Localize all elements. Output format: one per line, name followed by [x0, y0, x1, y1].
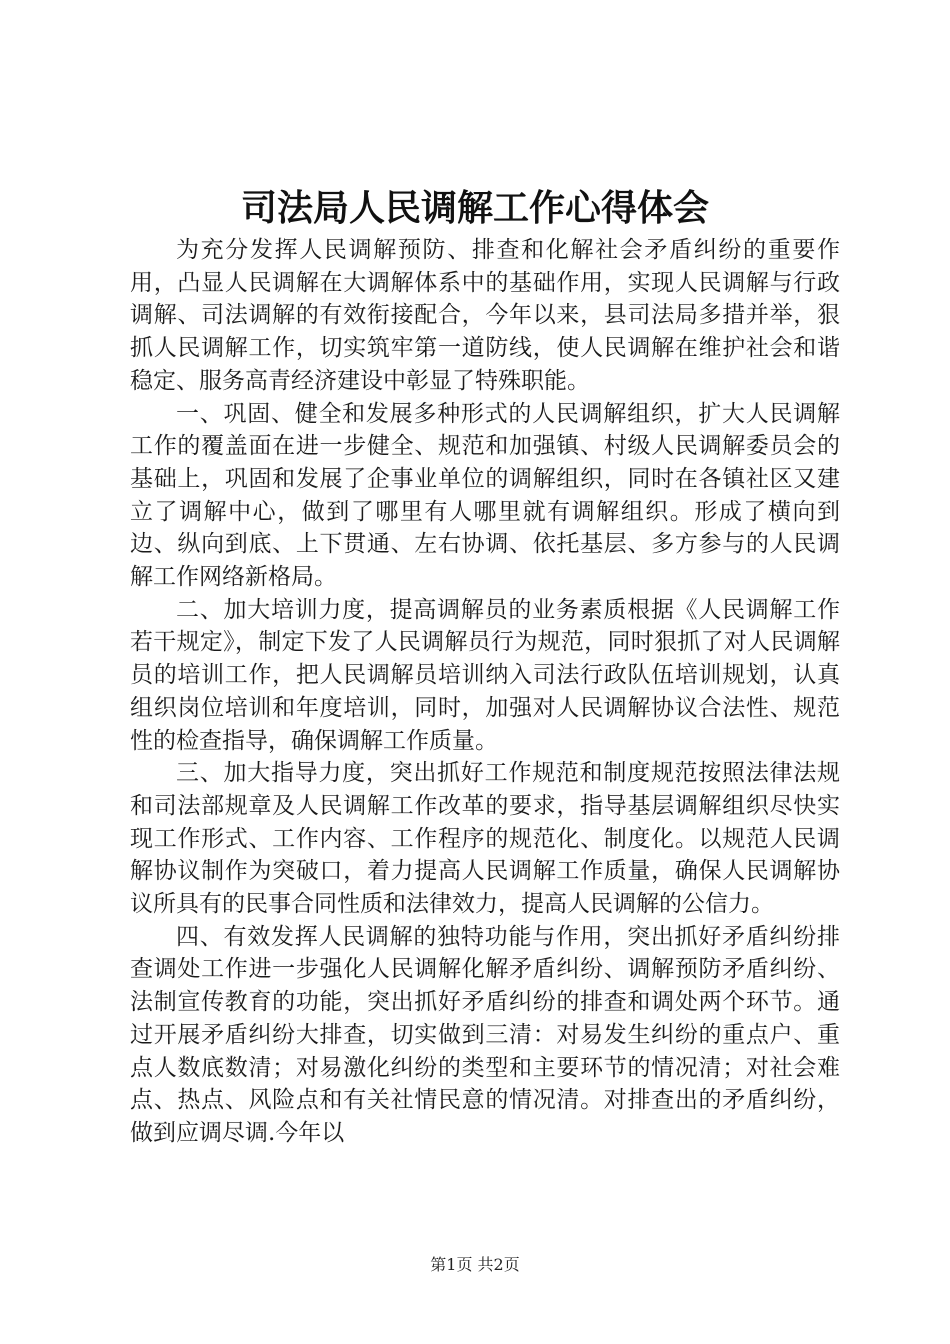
paragraph-section-2: 二、加大培训力度，提高调解员的业务素质根据《人民调解工作若干规定》，制定下发了人民调解员行为规范，同时狠抓了对人民调解员的培训工作，把人民调解员培训纳入司法行政队伍培训规划，认真组织岗位培训和年度培训，同时，加强对人民调解协议合法性、规范性的检查指导，确保调解工作质量。: [130, 596, 840, 754]
paragraph-section-3: 三、加大指导力度，突出抓好工作规范和制度规范按照法律法规和司法部规章及人民调解工作改革的要求，指导基层调解组织尽快实现工作形式、工作内容、工作程序的规范化、制度化。以规范人民调解协议制作为突破口，着力提高人民调解工作质量，确保人民调解协议所具有的民事合同性质和法律效力，提高人民调解的公信力。: [130, 760, 840, 918]
document-title: 司法局人民调解工作心得体会: [240, 187, 709, 229]
paragraph-section-4: 四、有效发挥人民调解的独特功能与作用，突出抓好矛盾纠纷排查调处工作进一步强化人民调解化解矛盾纠纷、调解预防矛盾纠纷、法制宣传教育的功能，突出抓好矛盾纠纷的排查和调处两个环节。通过开展矛盾纠纷大排查，切实做到三清：对易发生纠纷的重点户、重点人数底数清；对易激化纠纷的类型和主要环节的情况清；对社会难点、热点、风险点和有关社情民意的情况清。对排查出的矛盾纠纷，做到应调尽调.今年以: [130, 923, 840, 1146]
page-footer: 第1页 共2页: [430, 1255, 520, 1274]
paragraph-section-1: 一、巩固、健全和发展多种形式的人民调解组织，扩大人民调解工作的覆盖面在进一步健全、规范和加强镇、村级人民调解委员会的基础上，巩固和发展了企事业单位的调解组织，同时在各镇社区又建立了调解中心，做到了哪里有人哪里就有调解组织。形成了横向到边、纵向到底、上下贯通、左右协调、依托基层、多方参与的人民调解工作网络新格局。: [130, 400, 840, 591]
paragraph-intro: 为充分发挥人民调解预防、排查和化解社会矛盾纠纷的重要作用，凸显人民调解在大调解体系中的基础作用，实现人民调解与行政调解、司法调解的有效衔接配合，今年以来，县司法局多措并举，狠抓人民调解工作，切实筑牢第一道防线，使人民调解在维护社会和谐稳定、服务高青经济建设中彰显了特殊职能。: [130, 237, 840, 394]
document-body: [130, 234, 840, 1150]
